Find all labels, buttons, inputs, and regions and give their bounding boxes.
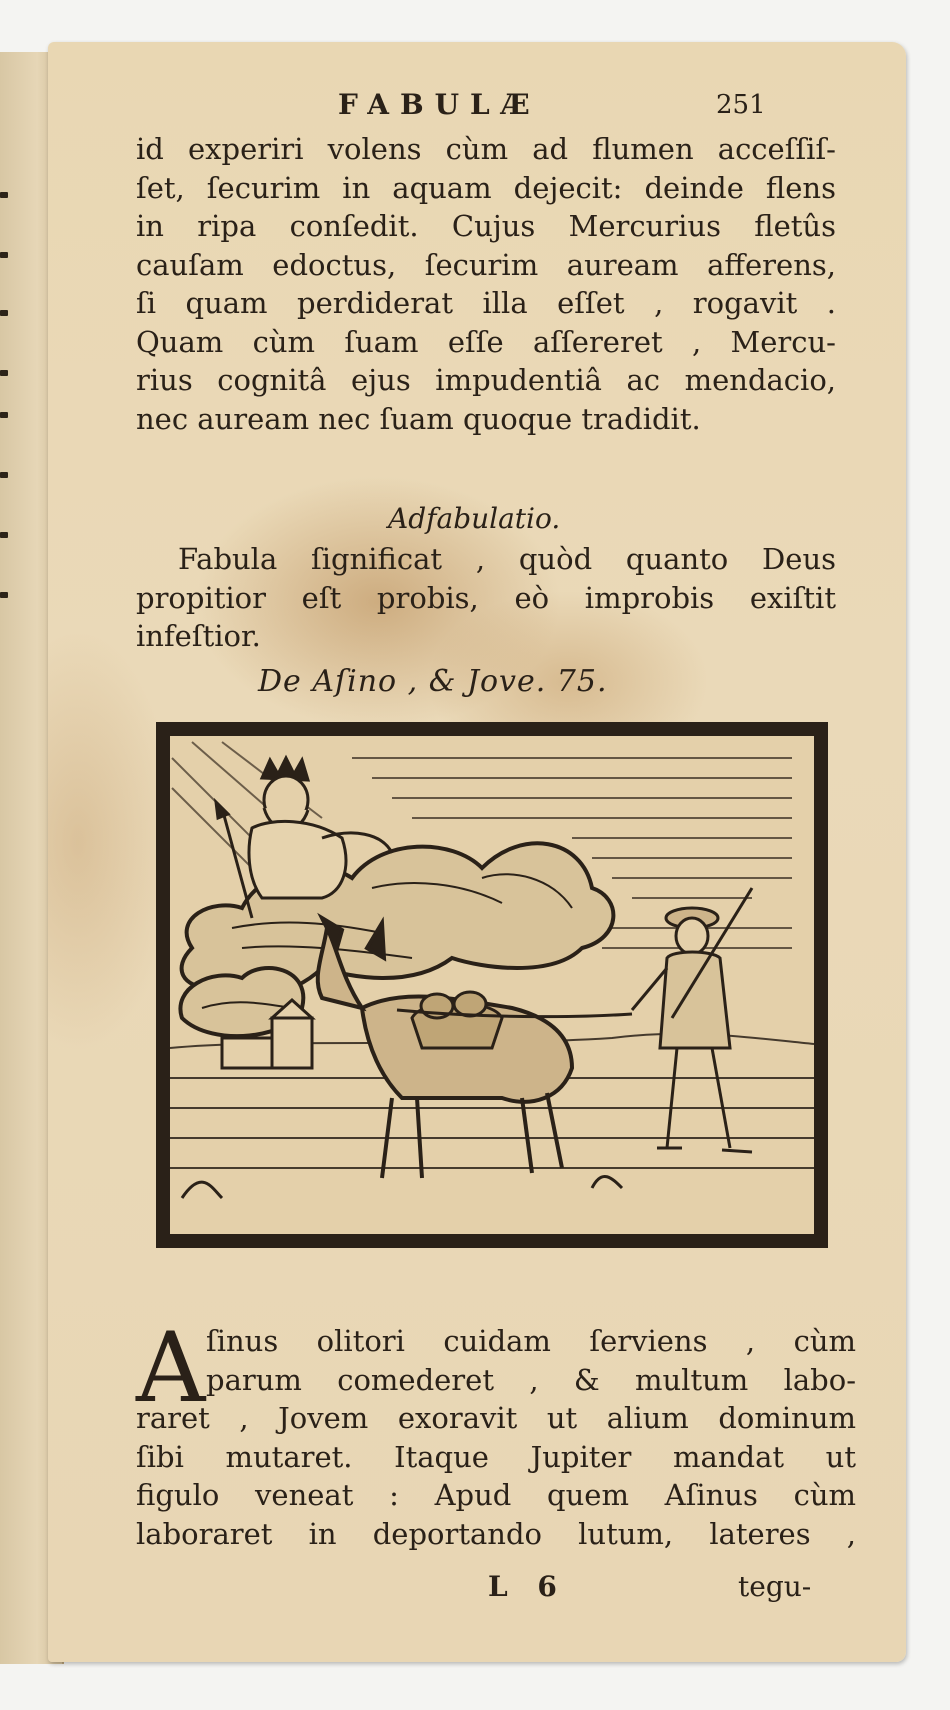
book-page (48, 42, 906, 1662)
page-number: 251 (716, 90, 766, 120)
text-line: figulo veneat : Apud quem Aſinus cùm (136, 1478, 856, 1512)
fable-title: De Aſino , & Jove. 75. (258, 664, 608, 699)
facing-page-letter-fragment (0, 310, 8, 316)
fable-continuation-paragraph (136, 130, 836, 438)
facing-page-letter-fragment (0, 532, 8, 538)
text-line: ſet, ſecurim in aquam dejecit: deinde flens (136, 170, 836, 205)
moral-paragraph (136, 540, 836, 656)
text-line: propitior eſt probis, eò improbis exiſtit (136, 580, 836, 615)
text-line: id experiri volens cùm ad flumen acceſſiſ- (136, 132, 836, 166)
running-header (338, 88, 858, 128)
text-line: in ripa conſedit. Cujus Mercurius fletûs (136, 209, 836, 243)
text-line: Fabula ſignificat , quòd quanto Deus (178, 542, 836, 576)
facing-page-letter-fragment (0, 472, 8, 478)
woodcut-illustration (152, 718, 832, 1252)
facing-page-letter-fragment (0, 370, 8, 376)
text-line: nec auream nec ſuam quoque tradidit. (136, 401, 701, 436)
text-line: infeſtior. (136, 619, 261, 653)
facing-page-letter-fragment (0, 592, 8, 598)
catchword: tegu- (738, 1570, 812, 1603)
text-line: cauſam edoctus, ſecurim auream afferens, (136, 247, 836, 282)
facing-page-letter-fragment (0, 412, 8, 418)
text-line: Quam cùm ſuam eſſe aſſereret , Mercu- (136, 324, 836, 359)
text-line: laboraret in deportando lutum, lateres , (136, 1516, 856, 1551)
running-title: FABULÆ (338, 88, 541, 121)
woodcut-jupiter-ass-gardener-image (152, 718, 832, 1252)
facing-page-letter-fragment (0, 192, 8, 198)
fable-body-paragraph (136, 1312, 856, 1553)
moral-heading: Adfabulatio. (388, 502, 561, 535)
drop-capital: A (136, 1312, 206, 1424)
text-line: rius cognitâ ejus impudentiâ ac mendacio, (136, 363, 836, 397)
text-line: ſinus olitori cuidam ſerviens , cùm (206, 1324, 856, 1358)
signature-mark: L 6 (488, 1570, 567, 1603)
text-line: parum comederet , & multum labo- (206, 1362, 856, 1397)
text-line: ſi quam perdiderat illa eſſet , rogavit . (136, 286, 836, 320)
text-line: ſibi mutaret. Itaque Jupiter mandat ut (136, 1439, 856, 1474)
text-line: raret , Jovem exoravit ut alium dominum (136, 1401, 856, 1435)
facing-page-letter-fragment (0, 252, 8, 258)
